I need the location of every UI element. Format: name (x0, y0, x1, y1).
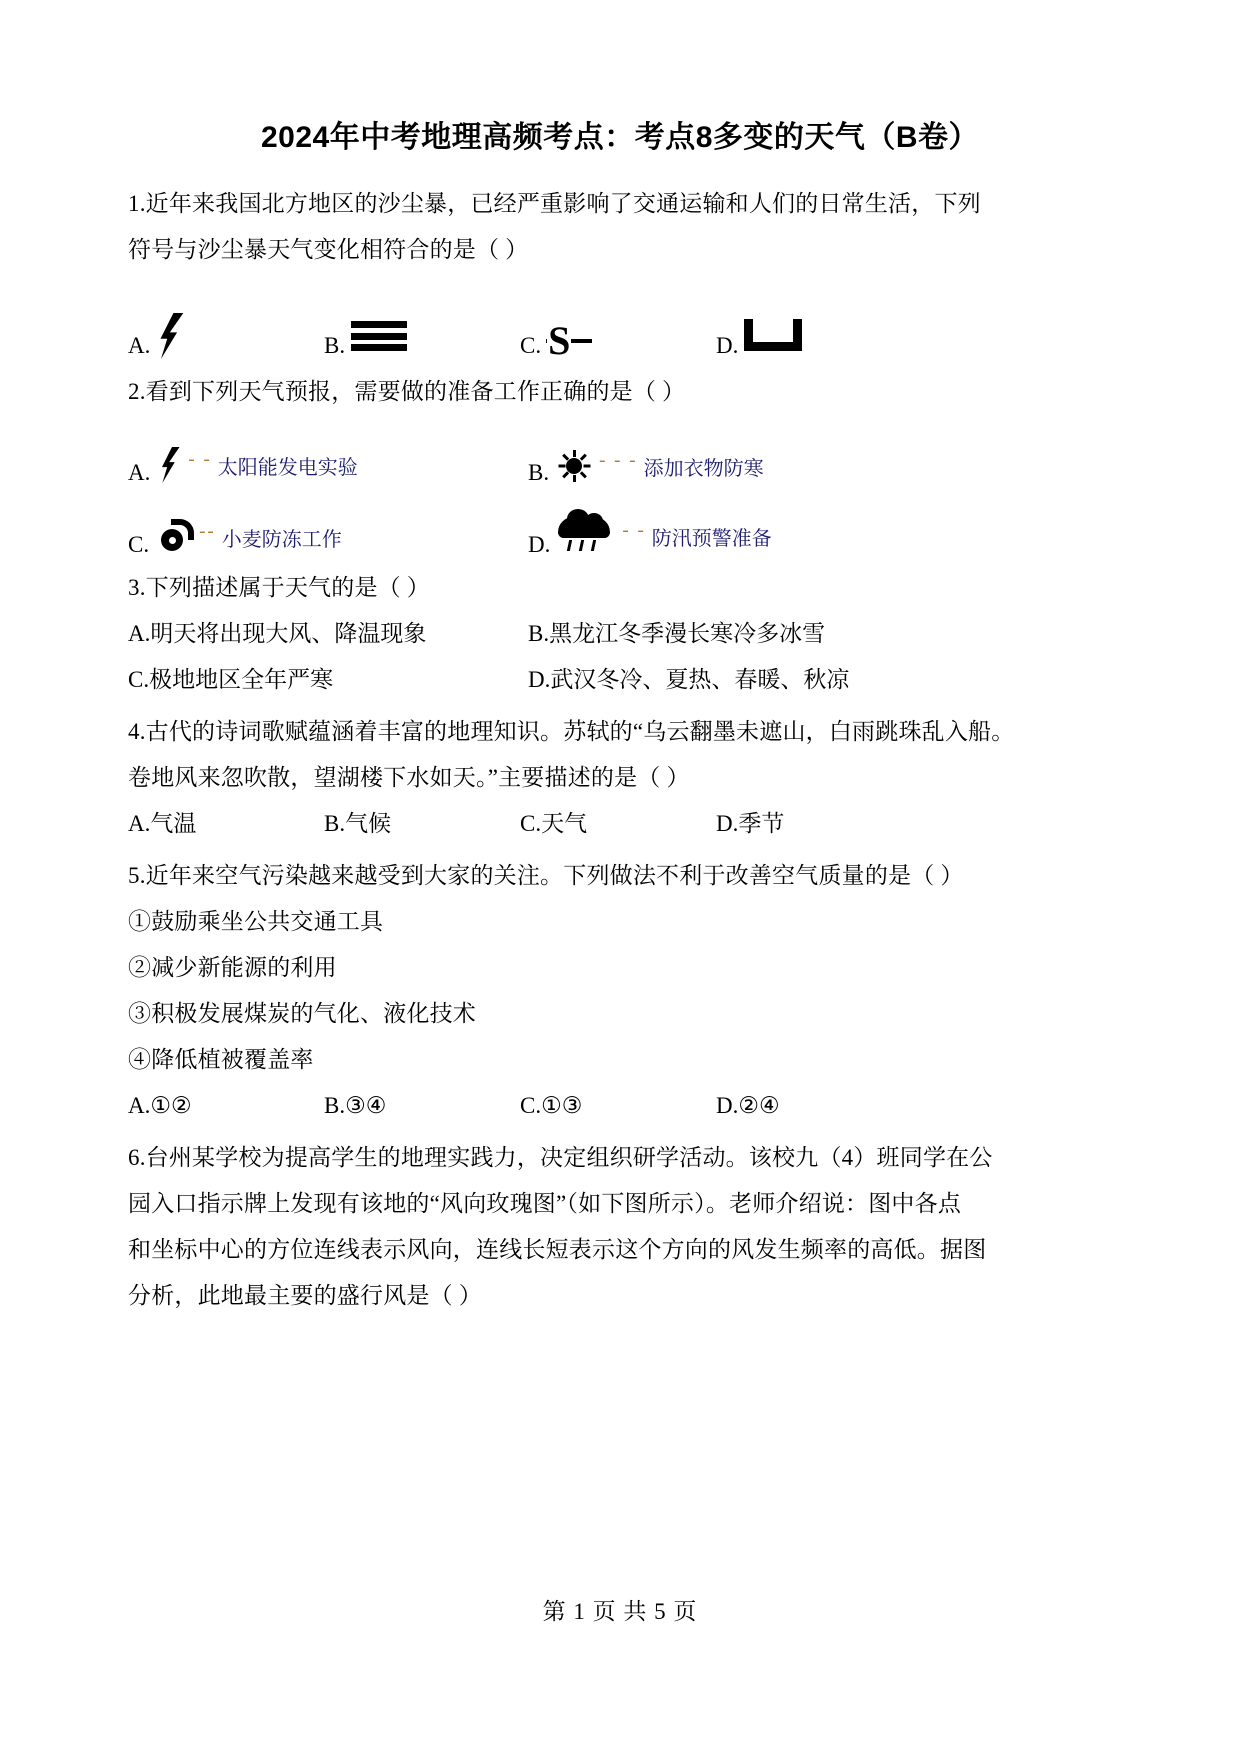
page-footer: 第 1 页 共 5 页 (542, 1599, 698, 1624)
option-b-label: B. (324, 333, 346, 358)
question-1-option-c[interactable] (520, 318, 716, 363)
question-1-options (128, 285, 1112, 363)
question-2-option-b[interactable] (528, 450, 764, 487)
cyclone-icon (157, 519, 191, 555)
option-d-label: D. (716, 333, 739, 358)
lightning-icon (156, 313, 186, 359)
fog-bars-icon (351, 321, 407, 351)
question-3-options-row-1 (128, 611, 1112, 657)
question-6 (128, 1135, 1112, 1319)
option-a-label: A. (128, 460, 151, 485)
question-3-option-a[interactable]: A.明天将出现大风、降温现象 (128, 621, 427, 646)
sandstorm-s-icon: S (547, 323, 591, 359)
sun-icon (557, 449, 591, 483)
lightning-icon (158, 447, 180, 483)
question-5-item-4: ④降低植被覆盖率 (128, 1047, 314, 1072)
option-d-label: D. (528, 532, 551, 557)
dash-connector: - - (188, 449, 212, 470)
question-5-option-c[interactable]: C.①③ (520, 1093, 583, 1118)
question-5 (128, 853, 1112, 1129)
question-6-stem-line-3: 和坐标中心的方位连线表示风向，连线长短表示这个方向的风发生频率的高低。据图 (128, 1237, 987, 1262)
page-title: 2024年中考地理高频考点：考点8多变的天气（B卷） (260, 121, 980, 154)
question-2-options-row-2 (128, 497, 1112, 559)
question-6-stem-line-2: 园入口指示牌上发现有该地的“风向玫瑰图”（如下图所示）。老师介绍说：图中各点 (128, 1191, 962, 1216)
question-6-stem-line-4: 分析，此地最主要的盛行风是（ ） (128, 1283, 482, 1308)
question-4-option-c[interactable]: C.天气 (520, 811, 588, 836)
question-4-stem-line-2: 卷地风来忽吹散，望湖楼下水如天。”主要描述的是（ ） (128, 765, 690, 790)
question-1-stem-line-2: 符号与沙尘暴天气变化相符合的是（ ） (128, 237, 529, 262)
question-3 (128, 565, 1112, 703)
question-2-stem: 2.看到下列天气预报，需要做的准备工作正确的是（ ） (128, 379, 686, 404)
question-1-option-a[interactable] (128, 313, 324, 359)
question-4-option-d[interactable]: D.季节 (716, 811, 785, 836)
question-3-option-b[interactable]: B.黑龙江冬季漫长寒冷多冰雪 (528, 621, 826, 646)
question-2-option-d[interactable] (528, 521, 772, 559)
option-d-text: 防汛预警准备 (651, 527, 772, 550)
question-4-option-a[interactable]: A.气温 (128, 811, 197, 836)
question-5-option-d[interactable]: D.②④ (716, 1093, 780, 1118)
option-c-label: C. (128, 532, 150, 557)
question-3-option-c[interactable]: C.极地地区全年严寒 (128, 667, 334, 692)
question-5-item-3: ③积极发展煤炭的气化、液化技术 (128, 1001, 476, 1026)
question-3-stem: 3.下列描述属于天气的是（ ） (128, 575, 430, 600)
question-2-options-row-1 (128, 425, 1112, 487)
option-c-text: 小麦防冻工作 (221, 528, 342, 551)
dash-connector: - - (622, 520, 646, 541)
question-5-item-1: ①鼓励乘坐公共交通工具 (128, 909, 384, 934)
question-5-stem: 5.近年来空气污染越来越受到大家的关注。下列做法不利于改善空气质量的是（ ） (128, 863, 964, 888)
question-5-options (128, 1083, 1112, 1129)
question-3-options-row-2 (128, 657, 1112, 703)
question-2-option-c[interactable] (128, 523, 528, 559)
question-4-option-b[interactable]: B.气候 (324, 811, 392, 836)
rain-cloud-icon (558, 517, 614, 555)
question-4 (128, 709, 1112, 847)
sand-u-icon (744, 319, 802, 351)
question-6-stem-line-1: 6.台州某学校为提高学生的地理实践力，决定组织研学活动。该校九（4）班同学在公 (128, 1145, 993, 1170)
question-1-option-d[interactable] (716, 319, 802, 359)
question-2 (128, 369, 1112, 559)
question-5-item-2: ②减少新能源的利用 (128, 955, 337, 980)
option-a-label: A. (128, 333, 151, 358)
question-4-stem-line-1: 4.古代的诗词歌赋蕴涵着丰富的地理知识。苏轼的“乌云翻墨未遮山，白雨跳珠乱入船。 (128, 719, 1015, 744)
dash-connector: -- (199, 521, 216, 542)
question-1-stem-line-1: 1.近年来我国北方地区的沙尘暴，已经严重影响了交通运输和人们的日常生活，下列 (128, 191, 981, 216)
question-1-option-b[interactable] (324, 321, 520, 359)
question-4-options (128, 801, 1112, 847)
question-1 (128, 181, 1112, 363)
option-b-text: 添加衣物防寒 (643, 457, 764, 480)
dash-connector: - - - (599, 450, 638, 471)
option-c-label: C. (520, 333, 542, 358)
option-b-label: B. (528, 460, 550, 485)
question-5-option-a[interactable]: A.①② (128, 1093, 192, 1118)
question-5-option-b[interactable]: B.③④ (324, 1093, 387, 1118)
question-3-option-d[interactable]: D.武汉冬冷、夏热、春暖、秋凉 (528, 667, 850, 692)
question-2-option-a[interactable] (128, 451, 528, 487)
option-a-text: 太阳能发电实验 (217, 456, 358, 479)
